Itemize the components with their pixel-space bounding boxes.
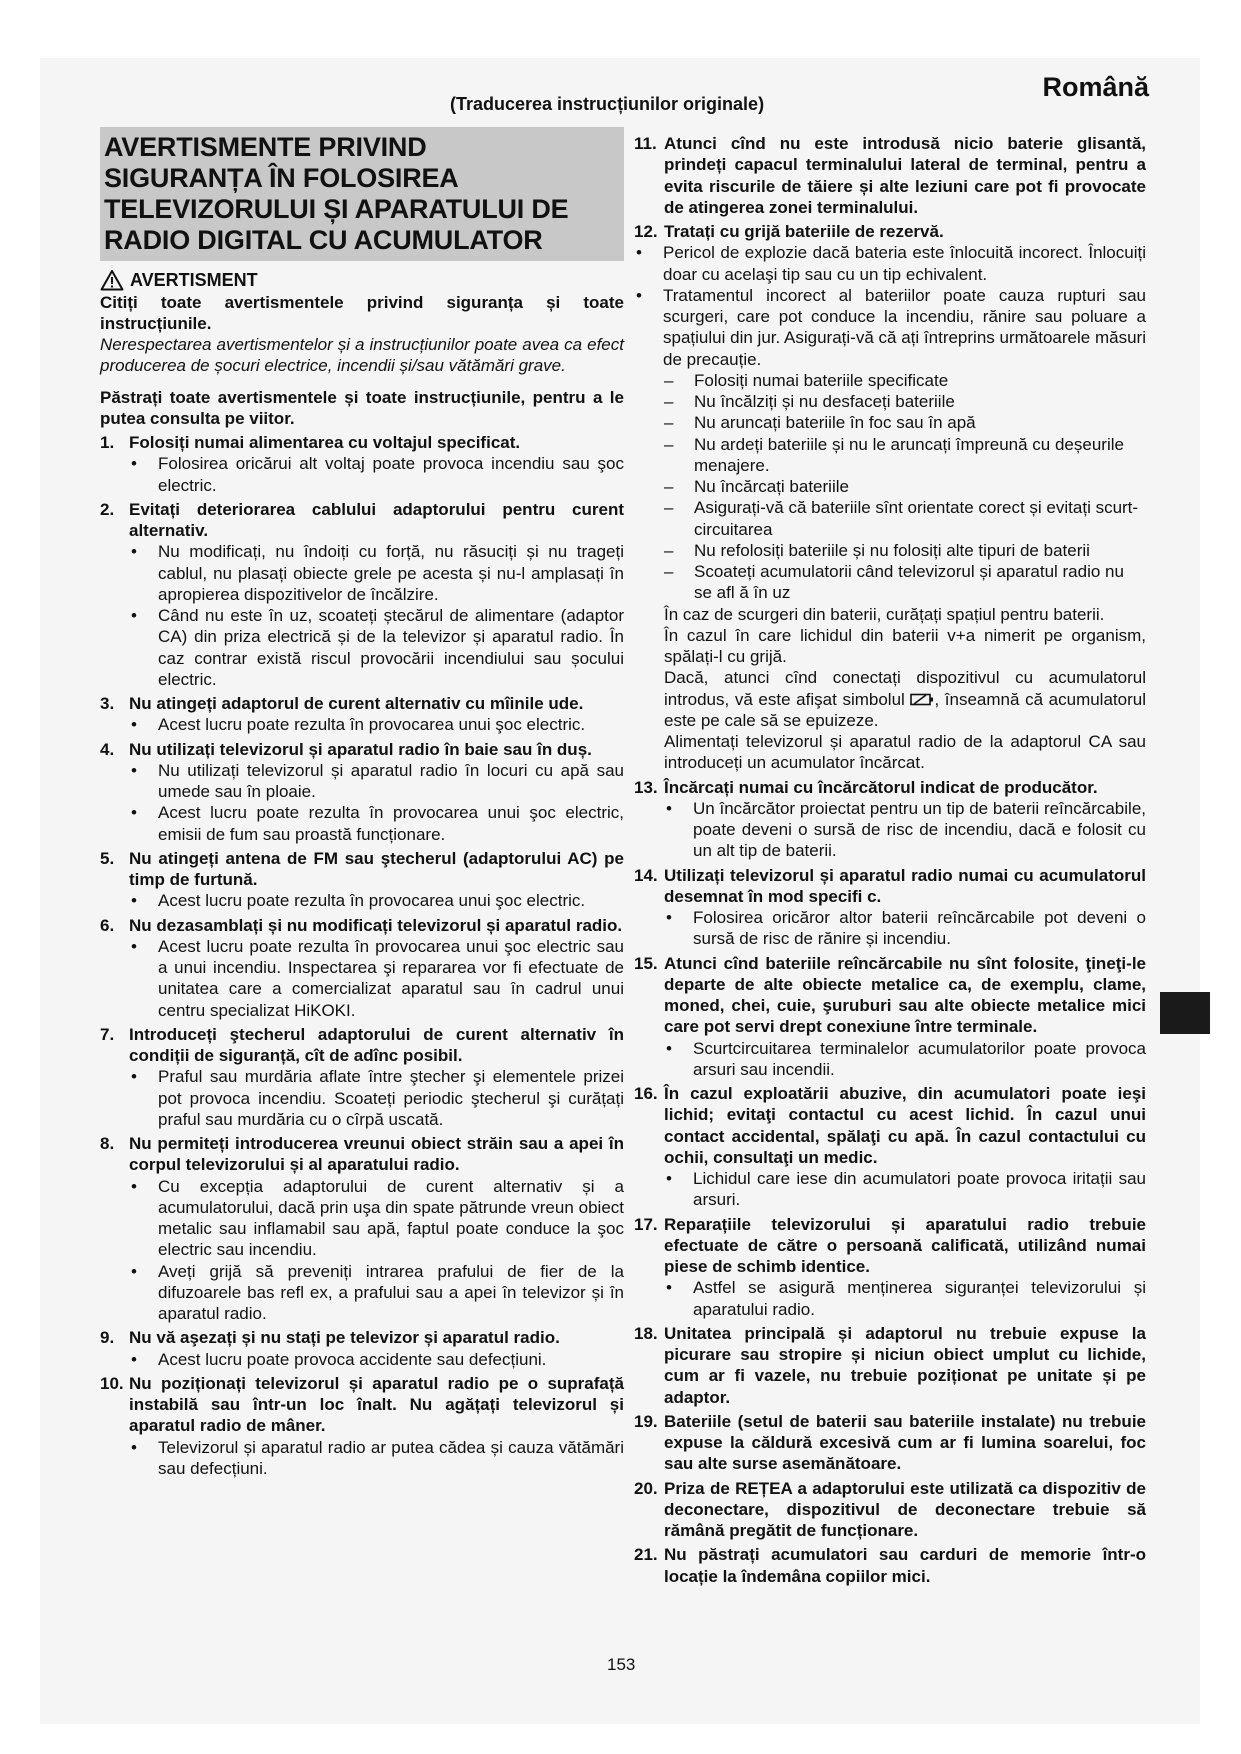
item-title: Nu utilizați televizorul și aparatul radio în baie sau în duș. [129,739,592,759]
precaution-dash-item: – Asigurați-vă că bateriile sînt orientate corect și evitați scurt-circuitarea [664,498,1139,539]
bullet-marker: • [131,936,137,956]
right-column [634,130,1146,1587]
list-item [634,1478,1146,1542]
item-number: 5. [100,848,115,868]
bullet-marker: • [131,1261,137,1281]
list-item [634,1323,1146,1408]
list-item [100,432,624,496]
bullet-marker: • [131,1176,137,1196]
bullet-marker: • [131,542,137,562]
warning-heading [100,269,624,292]
warning-label: AVERTISMENT [130,270,258,290]
item-title: Nu vă aşezați și nu stați pe televizor și aparatul radio. [129,1328,560,1348]
precaution-dash-item: – Nu ardeți bateriile și nu le aruncați împreună cu deșeurile menajere. [664,434,1124,475]
item-number: 10. [100,1373,124,1393]
item-title: Utilizați televizorul și aparatul radio numai cu acumulatorul desemnat în mod specifi c. [664,865,1146,906]
battery-note: Alimentați televizorul și aparatul radio de la adaptorul CA sau introduceți un acumulator încărcat. [664,732,1146,773]
item-number: 18. [634,1323,658,1343]
item-number: 9. [100,1328,115,1348]
warning-consequence: Nerespectarea avertismentelor și a instrucțiunilor poate avea ca efect producerea de șocuri electrice, incendii și/sau vătămări grave. [100,335,624,376]
item-title: Introduceți ştecherul adaptorului de curent alternativ în condiții de siguranță, cît de adînc posibil. [129,1024,624,1065]
item-number: 20. [634,1478,658,1498]
list-item [634,221,1146,242]
right-item-list [634,777,1146,1587]
bullet-marker: • [131,1349,137,1369]
bullet-item: • Acest lucru poate rezulta în provocarea unui şoc electric. [131,715,586,735]
precaution-dash-list [634,370,1146,604]
bullet-marker: • [131,1067,137,1087]
item-title: Încărcați numai cu încărcătorul indicat de producător. [664,777,1098,797]
item-title: Bateriile (setul de baterii sau bateriile instalate) nu trebuie expuse la căldură excesivă cum ar fi lumina soarelui, foc sau alte surse asemănătoare. [664,1411,1146,1474]
dash-marker: – [664,392,674,411]
bullet-item: • Lichidul care iese din acumulatori poate provoca iritații sau arsuri. [666,1169,1146,1210]
item-number: 8. [100,1134,115,1153]
item-number: 19. [634,1411,658,1431]
page-number: 153 [607,1655,636,1674]
bullet-marker: • [666,1169,672,1188]
item-number: 14. [634,865,658,885]
bullet-item: • Un încărcător proiectat pentru un tip de baterii reîncărcabile, poate deveni o sursă de risc de incendiu, dacă e folosit cu un alt tip de baterii. [666,798,1146,861]
bullet-marker: • [636,285,642,305]
list-item [100,915,624,1021]
battery-note: În cazul în care lichidul din baterii v+a nimerit pe organism, spălați-l cu grijă. [664,625,1146,666]
warning-triangle-icon [100,269,124,291]
item-number: 15. [634,953,658,973]
item-title: Nu dezasamblați și nu modificați televizorul și aparatul radio. [129,915,623,935]
bullet-item: • Cu excepția adaptorului de curent alternativ și a acumulatorului, dacă prin uşa din spate pătrunde vreun obiect metalic sau inflamabil sau apă, faptul poate conduce la şoc electric sau incendiu. [131,1176,624,1260]
battery-note: În caz de scurgeri din baterii, curățați spațiul pentru baterii. [664,604,1105,624]
list-item [100,1024,624,1130]
item-number: 4. [100,739,115,759]
bullet-item: • Acest lucru poate rezulta în provocarea unui şoc electric. [131,891,586,911]
bullet-item: • Televizorul și aparatul radio ar putea cădea și cauza vătămări sau defecțiuni. [131,1437,624,1478]
item-title: Tratați cu grijă bateriile de rezervă. [664,222,944,241]
item-title: Nu atingeți antena de FM sau ştecherul (adaptorului AC) pe timp de furtună. [129,848,624,889]
list-item [100,739,624,845]
bullet-item: • Nu utilizați televizorul și aparatul radio în locuri cu apă sau umede sau în ploaie. [131,760,624,801]
dash-marker: – [664,498,674,518]
precaution-dash-item: – Folosiți numai bateriile specificate [664,370,949,390]
bullet-marker: • [131,803,137,823]
bullet-marker: • [131,760,137,780]
item-number: 1. [100,433,115,452]
left-column [100,130,624,1479]
list-item [634,953,1146,1081]
item-title: Atunci cînd nu este introdusă nicio baterie glisantă, prindeți capacul terminalului lateral de terminal, pentru a evita riscurile de tăiere și alte leziuni care pot fi provocate de atingerea zonei terminalului. [664,134,1146,217]
bullet-marker: • [131,891,137,911]
item-number: 17. [634,1214,658,1234]
item-number: 2. [100,499,115,519]
translation-subtitle: (Traducerea instrucțiunilor originale) [450,94,765,114]
bullet-item: • Astfel se asigură menținerea siguranței televizorului și aparatului radio. [666,1278,1146,1319]
bullet-marker: • [666,798,672,818]
bullet-marker: • [131,715,137,735]
dash-marker: – [664,562,674,581]
section-title-line: TELEVIZORULUI ȘI APARATULUI DE [104,194,569,224]
list-item [100,693,624,736]
dash-marker: – [664,477,674,496]
bullet-item: • Praful sau murdăria aflate între ştecher şi elementele prizei pot provoca incendiu. Scoateți periodic ştecherul şi curățați praful sau murdăria cu o cîrpă uscată. [131,1067,624,1129]
item-title: Reparațiile televizorului și aparatului radio trebuie efectuate de către o persoană calificată, utilizând numai piese de schimb identice. [664,1214,1146,1276]
section-title-box [100,127,624,261]
section-tab-marker [1160,992,1210,1034]
item-number: 16. [634,1084,658,1103]
bullet-item: • Acest lucru poate provoca accidente sau defecțiuni. [131,1349,547,1369]
list-item [634,777,1146,862]
item-number: 6. [100,915,115,935]
item-title: Nu păstrați acumulatori sau carduri de memorie într-o locație la îndemâna copiilor mici. [664,1545,1146,1586]
item-number: 7. [100,1024,115,1044]
bullet-marker: • [131,454,137,474]
bullet-marker: • [666,1038,672,1058]
bullet-item: • Folosirea oricărui alt voltaj poate provoca incendiu sau şoc electric. [131,454,624,495]
item-number: 3. [100,694,115,713]
item-title: Nu atingeți adaptorul de curent alternativ cu mîinile ude. [129,694,584,713]
list-item [634,1083,1146,1211]
section-title-line: RADIO DIGITAL CU ACUMULATOR [104,225,543,255]
precaution-dash-item: – Nu încărcați bateriile [664,477,849,496]
item-title: Atunci cînd bateriile reîncărcabile nu sînt folosite, ţineţi-le departe de alte obiecte metalice ca, de exemplu, clame, moned, chei, cuie, şuruburi sau alte obiecte metalice mici care pot servi drept conexiune între terminale. [664,953,1146,1037]
bullet-marker: • [131,606,137,625]
precaution-dash-item: – Nu refolosiți bateriile și nu folosiți alte tipuri de baterii [664,540,1090,560]
bullet-item: • Acest lucru poate rezulta în provocarea unui şoc electric, emisii de fum sau proastă funcționare. [131,803,624,844]
list-item [100,1373,624,1479]
item-title: În cazul exploatării abuzive, din acumulatori poate ieşi lichid; evitaţi contactul cu acest lichid. În cazul unui contact accidental, spălaţi cu apă. În cazul contactului cu ochii, consultaţi un medic. [664,1084,1146,1167]
item-title: Nu poziționați televizorul și aparatul radio pe o suprafață instabilă sau într-un loc înalt. Nu agățați televizorul și aparatul radio de mâner. [129,1373,624,1436]
dash-marker: – [664,434,674,454]
bullet-item: • Scurtcircuitarea terminalelor acumulatorilor poate provoca arsuri sau incendii. [666,1038,1146,1079]
precaution-dash-item: – Nu aruncați bateriile în foc sau în apă [664,413,976,433]
dash-marker: – [664,370,674,390]
item-number: 11. [634,134,657,153]
precaution-dash-item: – Scoateți acumulatorii când televizorul și aparatul radio nu se afl ă în uz [664,562,1124,603]
bullet-item: • Când nu este în uz, scoateți ștecărul de alimentare (adaptor CA) din priza electrică și de la televizor și aparatul radio. În caz contrar există riscul provocării incendiului sau șocului electric. [131,606,624,689]
bullet-marker: • [666,1278,672,1298]
bullet-item: • Acest lucru poate rezulta în provocarea unui şoc electric sau a unui incendiu. Inspectarea şi repararea vor fi efectuate de unitatea care a comercializat aparatul sau în cadrul unui centru specializat HiKOKI. [131,936,624,1020]
dash-marker: – [664,540,674,560]
list-item [100,848,624,912]
list-item [634,1544,1146,1587]
bullet-item: • Folosirea oricăror altor baterii reîncărcabile pot deveni o sursă de risc de rănire și incendiu. [666,908,1146,949]
battery-note: Dacă, atunci cînd conectați dispozitivul cu acumulatorul introdus, vă este afişat simbolul , înseamnă că acumulatorul este pe cale să se epuizeze. [664,668,1146,730]
left-item-list [100,432,624,1479]
item-number: 21. [634,1545,658,1565]
bullet-marker: • [636,243,642,263]
bullet-item: • Pericol de explozie dacă bateria este înlocuită incorect. Înlocuiți doar cu acelaşi tip sau cu un tip echivalent. [636,243,1146,284]
bullet-item: • Aveți grijă să preveniți intrarea prafului de fier de la difuzoarele bas refl ex, a prafului sau a apei în televizor și în aparatul radio. [131,1261,624,1323]
bullet-item: • Tratamentul incorect al bateriilor poate cauza rupturi sau scurgeri, care pot conduce la incendiu, rănire sau poluare a spațiului din jur. Asigurați-vă că ați întreprins următoarele măsuri de precauție. [636,285,1146,369]
list-item [100,499,624,690]
item-title: Priza de REȚEA a adaptorului este utilizată ca dispozitiv de deconectare, dispozitivul de deconectare trebuie să rămână pregătit de funcționare. [664,1478,1146,1540]
bullet-marker: • [131,1437,137,1457]
section-title-line: SIGURANȚA ÎN FOLOSIREA [104,163,459,193]
item-number: 13. [634,777,658,797]
list-item [634,865,1146,950]
list-item [634,1214,1146,1320]
section-title-line: AVERTISMENTE PRIVIND [104,132,427,162]
item-title: Unitatea principală și adaptorul nu trebuie expuse la picurare sau stropire și niciun obiect umplut cu lichide, cum ar fi vazele, nu trebuie poziționat pe unitate și pe adaptor. [664,1323,1146,1407]
list-item [634,133,1146,218]
dash-marker: – [664,413,674,433]
list-item [634,1411,1146,1475]
precaution-dash-item: – Nu încălziți și nu desfaceți bateriile [664,392,955,411]
bullet-item: • Nu modificați, nu îndoiți cu forță, nu răsuciți și nu trageți cablul, nu plasați obiecte grele pe acesta și nu-l amplasați în apropierea dispozitivelor de încălzire. [131,542,624,604]
warning-keep: Păstrați toate avertismentele și toate instrucțiunile, pentru a le putea consulta pe viitor. [100,387,624,428]
warning-read-all: Citiți toate avertismentele privind siguranța și toate instrucțiunile. [100,292,624,333]
low-battery-icon [910,693,934,706]
language-label: Română [1042,72,1149,102]
item-number: 12. [634,222,658,241]
list-item [100,1327,624,1370]
bullet-marker: • [666,908,672,927]
item-title: Folosiți numai alimentarea cu voltajul specificat. [129,433,521,452]
item-title: Nu permiteți introducerea vreunui obiect străin sau a apei în corpul televizorului și al aparatului radio. [129,1134,624,1175]
item-title: Evitați deteriorarea cablului adaptorului pentru curent alternativ. [129,499,624,540]
list-item [100,1133,624,1324]
